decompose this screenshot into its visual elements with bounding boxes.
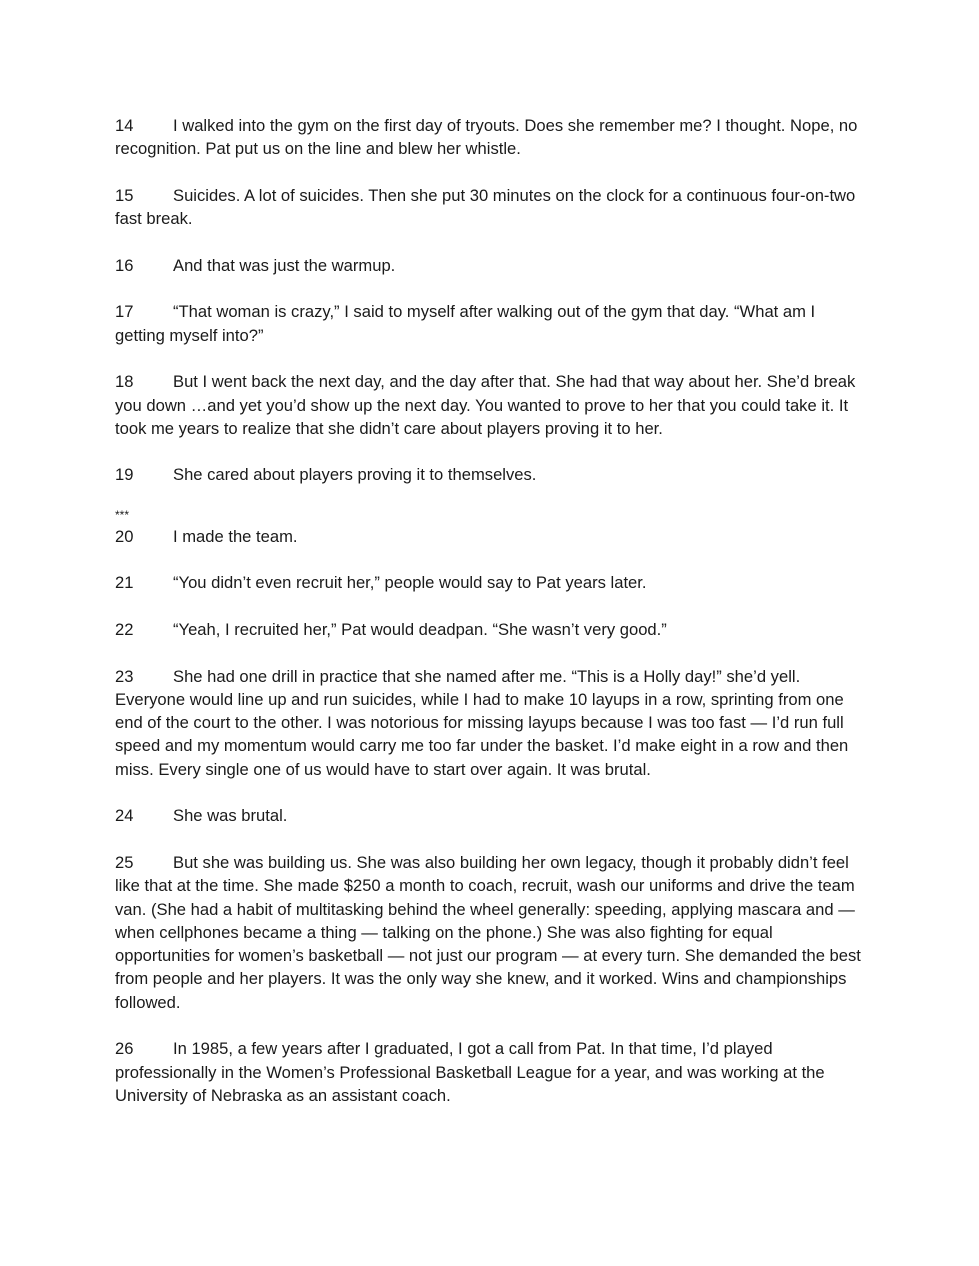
section-separator: *** xyxy=(115,507,130,522)
paragraph-text: But I went back the next day, and the day after that. She had that way about her. She’d break you down …and yet you’d show up the next day. You wanted to prove to her that you could take it. It took me years to realize that she didn’t care about players proving it to her. xyxy=(115,372,856,438)
paragraph-text: She cared about players proving it to themselves. xyxy=(173,465,537,485)
paragraph-number: 16 xyxy=(115,255,134,275)
paragraph-number: 21 xyxy=(115,573,134,593)
paragraph-19 xyxy=(115,463,865,486)
paragraph-number: 25 xyxy=(115,852,134,872)
paragraph-24 xyxy=(115,804,865,827)
paragraph-number: 24 xyxy=(115,806,134,826)
paragraph-14 xyxy=(115,114,865,161)
paragraph-number: 18 xyxy=(115,372,134,392)
paragraph-21 xyxy=(115,571,865,594)
paragraph-25 xyxy=(115,851,865,1014)
paragraph-number: 17 xyxy=(115,302,134,322)
paragraph-16 xyxy=(115,254,865,277)
paragraph-number: 20 xyxy=(115,526,134,546)
paragraph-text: “That woman is crazy,” I said to myself after walking out of the gym that day. “What am I getting myself into?” xyxy=(115,302,816,345)
paragraph-text: I walked into the gym on the first day of tryouts. Does she remember me? I thought. Nope, no recognition. Pat put us on the line and blew her whistle. xyxy=(115,116,858,159)
paragraph-text: “Yeah, I recruited her,” Pat would deadpan. “She wasn’t very good.” xyxy=(173,619,667,639)
document-body xyxy=(115,114,865,1130)
paragraph-number: 15 xyxy=(115,185,134,205)
paragraph-number: 14 xyxy=(115,116,134,135)
paragraph-15 xyxy=(115,184,865,231)
paragraph-23 xyxy=(115,665,865,781)
paragraph-text: In 1985, a few years after I graduated, I got a call from Pat. In that time, I’d played professionally in the Women’s Professional Basketball League for a year, and was working at the University of Nebraska as an assistant coach. xyxy=(115,1039,825,1105)
paragraph-text: She had one drill in practice that she named after me. “This is a Holly day!” she’d yell. Everyone would line up and run suicides, while I had to make 10 layups in a row, sprinting from one end of the court to the other. I was notorious for missing layups because I was too fast — I’d run full speed and my momentum would carry me too far under the basket. I’d make eight in a row and then miss. Every single one of us would have to start over again. It was brutal. xyxy=(115,666,849,779)
paragraph-20 xyxy=(115,525,865,548)
paragraph-number: 26 xyxy=(115,1039,134,1059)
paragraph-text: I made the team. xyxy=(173,526,298,546)
paragraph-text: But she was building us. She was also building her own legacy, though it probably didn’t feel like that at the time. She made $250 a month to coach, recruit, wash our uniforms and drive the team van. (She had a habit of multitasking behind the wheel generally: speeding, applying mascara and — when cellphones became a thing — talking on the phone.) She was also fighting for equal opportunities for women’s basketball — not just our program — at every turn. She demanded the best from people and her players. It was the only way she knew, and it worked. Wins and championships followed. xyxy=(115,852,861,1012)
paragraph-22 xyxy=(115,618,865,641)
paragraph-text: And that was just the warmup. xyxy=(173,255,396,275)
paragraph-17 xyxy=(115,300,865,347)
paragraph-number: 19 xyxy=(115,465,134,485)
paragraph-18 xyxy=(115,370,865,440)
paragraph-text: She was brutal. xyxy=(173,806,288,826)
paragraph-text: “You didn’t even recruit her,” people would say to Pat years later. xyxy=(173,573,647,593)
paragraph-26 xyxy=(115,1037,865,1107)
paragraph-number: 23 xyxy=(115,666,134,686)
paragraph-number: 22 xyxy=(115,619,134,639)
paragraph-text: Suicides. A lot of suicides. Then she put 30 minutes on the clock for a continuous four-on-two fast break. xyxy=(115,185,856,229)
